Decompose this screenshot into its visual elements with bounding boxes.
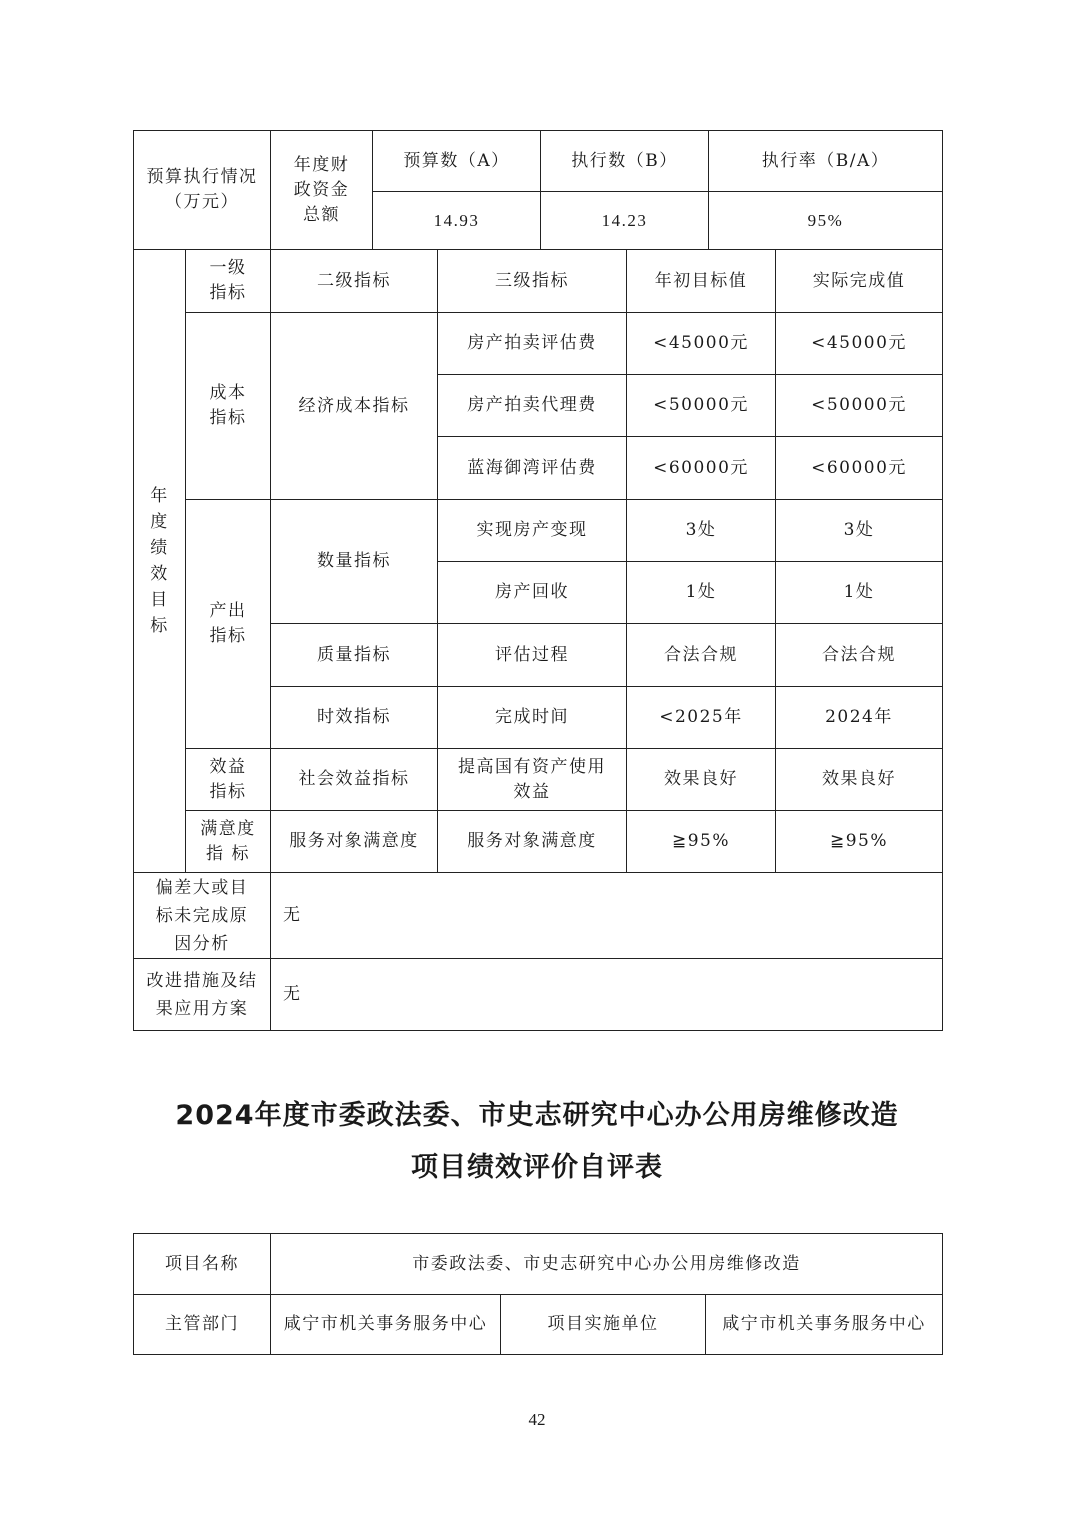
satisfaction-indicator: 服务对象满意度 [438,811,627,873]
cost-level1: 成本指标 [186,313,271,500]
header-level3: 三级指标 [438,250,627,313]
quality-level2: 质量指标 [271,624,438,687]
quantity-level2: 数量指标 [271,500,438,624]
header-actual: 实际完成值 [776,250,943,313]
cost-target-2: <50000元 [627,375,776,437]
project-name-value: 市委政法委、市史志研究中心办公用房维修改造 [271,1234,943,1295]
improvement-value: 无 [271,959,943,1031]
budget-value: 14.93 [373,192,541,250]
benefit-target: 效果良好 [627,749,776,811]
exec-header: 执行数（B） [541,131,709,192]
timeliness-actual: 2024年 [776,687,943,749]
dept-value: 咸宁市机关事务服务中心 [271,1295,501,1355]
quality-indicator: 评估过程 [438,624,627,687]
cost-target-3: <60000元 [627,437,776,500]
header-level1: 一级指标 [186,250,271,313]
cost-actual-1: <45000元 [776,313,943,375]
cost-indicator-2: 房产拍卖代理费 [438,375,627,437]
benefit-actual: 效果良好 [776,749,943,811]
dept-label: 主管部门 [134,1295,271,1355]
quality-actual: 合法合规 [776,624,943,687]
quantity-indicator-1: 实现房产变现 [438,500,627,562]
budget-header: 预算数（A） [373,131,541,192]
benefit-indicator: 提高国有资产使用效益 [438,749,627,811]
satisfaction-level2: 服务对象满意度 [271,811,438,873]
header-target: 年初目标值 [627,250,776,313]
perf-section-label: 年度绩效目标 [134,250,186,873]
timeliness-indicator: 完成时间 [438,687,627,749]
section-title-line2: 项目绩效评价自评表 [411,1152,663,1183]
timeliness-level2: 时效指标 [271,687,438,749]
quantity-target-1: 3处 [627,500,776,562]
cost-level2: 经济成本指标 [271,313,438,500]
project-info-table [133,1233,943,1355]
quantity-actual-1: 3处 [776,500,943,562]
deviation-label: 偏差大或目标未完成原因分析 [134,873,271,959]
section-title-line1: 2024年度市委政法委、市史志研究中心办公用房维修改造 [175,1100,899,1131]
cost-actual-2: <50000元 [776,375,943,437]
improvement-label: 改进措施及结果应用方案 [134,959,271,1031]
satisfaction-level1: 满意度指 标 [186,811,271,873]
quantity-target-2: 1处 [627,562,776,624]
benefit-level2: 社会效益指标 [271,749,438,811]
exec-value: 14.23 [541,192,709,250]
budget-label: 预算执行情况（万元） [134,131,271,250]
benefit-level1: 效益指标 [186,749,271,811]
cost-target-1: <45000元 [627,313,776,375]
impl-value: 咸宁市机关事务服务中心 [706,1295,943,1355]
rate-header: 执行率（B/A） [709,131,943,192]
satisfaction-actual: ≧95% [776,811,943,873]
output-level1: 产出指标 [186,500,271,749]
fund-label: 年度财政资金总额 [271,131,373,250]
quantity-actual-2: 1处 [776,562,943,624]
performance-table [133,130,943,1031]
deviation-value: 无 [271,873,943,959]
cost-indicator-1: 房产拍卖评估费 [438,313,627,375]
impl-label: 项目实施单位 [501,1295,706,1355]
quantity-indicator-2: 房产回收 [438,562,627,624]
timeliness-target: <2025年 [627,687,776,749]
cost-actual-3: <60000元 [776,437,943,500]
rate-value: 95% [709,192,943,250]
satisfaction-target: ≧95% [627,811,776,873]
quality-target: 合法合规 [627,624,776,687]
header-level2: 二级指标 [271,250,438,313]
page-number: 42 [528,1410,546,1429]
project-name-label: 项目名称 [134,1234,271,1295]
cost-indicator-3: 蓝海御湾评估费 [438,437,627,500]
